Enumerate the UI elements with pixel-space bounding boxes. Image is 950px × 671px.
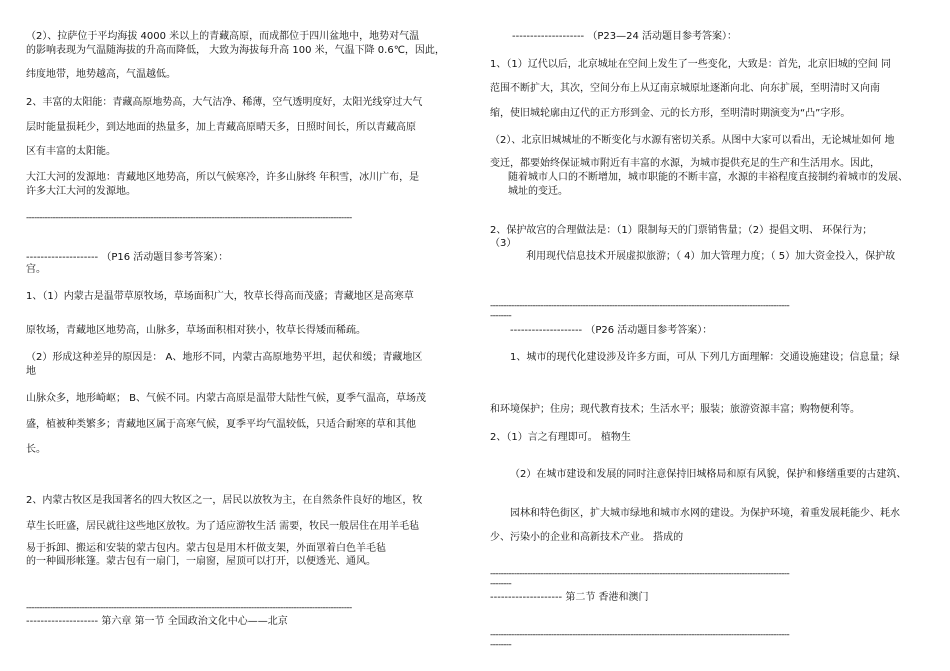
- right-line-1: 1、（1）辽代以后，北京城址在空间上发生了一些变化，大致是：首先，北京旧城的空间 同: [490, 59, 891, 70]
- left-separator-2: ---------------------------------------------------------------------------------------------------------------------------: [26, 603, 352, 613]
- right-line-12: 和环境保护；住房；现代教育技术；生活水平；服装；旅游资源丰富；购物便利等。: [490, 404, 860, 415]
- right-separator-3-tail: --------: [490, 640, 512, 650]
- left-line-16: 长。: [26, 444, 46, 455]
- left-line-1: （2）、拉萨位于平均海拔 4000 米以上的青藏高原，而成都位于四川盆地中，地势对气温: [26, 31, 420, 42]
- right-line-10: 利用现代信息技术开展虚拟旅游；（ 4）加大管理力度；（ 5）加大资金投入，保护故: [526, 251, 896, 262]
- left-line-12: （2）形成这种差异的原因是： A、地形不同，内蒙古高原地势平坦，起伏和缓；青藏地区: [26, 352, 423, 363]
- left-line-6: 区有丰富的太阳能。: [26, 146, 116, 157]
- left-line-20: 的一种圆形帐篷。蒙古包有一扇门，一扇窗，屋顶可以打开，以便透光、通风。: [26, 556, 376, 567]
- right-heading-p23: -------------------- （P23—24 活动题目参考答案）：: [512, 31, 738, 42]
- left-heading-chapter6: -------------------- 第六章 第一节 全国政治文化中心——北京: [26, 616, 288, 627]
- right-separator-2-tail: --------: [490, 579, 512, 589]
- right-line-15: 园林和特色街区，扩大城市绿地和城市水网的建设。为保护环境，着重发展耗能少、耗水: [510, 508, 900, 519]
- left-line-9: 宫。: [26, 264, 46, 275]
- right-line-7: 城址的变迁。: [508, 186, 568, 197]
- left-line-13: 地: [26, 366, 36, 377]
- right-separator-3: -----------------------------------------------------------------------------------------------------------------: [490, 630, 790, 640]
- left-line-10: 1、（1）内蒙古是温带草原牧场，草场面积广大，牧草长得高而茂盛；青藏地区是高寒草: [26, 291, 414, 302]
- right-separator-1: -----------------------------------------------------------------------------------------------------------------: [490, 301, 790, 311]
- right-line-16: 少、污染小的企业和高新技术产业。 搭成的: [490, 532, 684, 543]
- left-line-11: 原牧场，青藏地区地势高，山脉多，草场面积相对狭小，牧草长得矮而稀疏。: [26, 325, 366, 336]
- right-line-8: 2、保护故宫的合理做法是：（1）限制每天的门票销售量；（2）提倡文明、 环保行为；: [490, 225, 873, 236]
- right-line-3: 缩，使旧城轮廓由辽代的正方形到金、元的长方形，至明清时期演变为“凸”字形。: [490, 108, 851, 119]
- right-line-14: （2）在城市建设和发展的同时注意保持旧城格局和原有风貌，保护和修缮重要的古建筑、: [510, 469, 907, 480]
- left-line-4: 2、丰富的太阳能：青藏高原地势高，大气洁净、稀薄，空气透明度好，太阳光线穿过大气: [26, 97, 423, 108]
- left-line-18: 草生长旺盛，居民就往这些地区放牧。为了适应游牧生活 需要，牧民一般居住在用羊毛毡: [26, 521, 420, 532]
- left-line-3: 纬度地带，地势越高，气温越低。: [26, 69, 176, 80]
- right-line-13: 2、（1）言之有理即可。 植物生: [490, 432, 631, 443]
- right-heading-p26: -------------------- （P26 活动题目参考答案）：: [510, 325, 713, 336]
- right-separator-2: -----------------------------------------------------------------------------------------------------------------: [490, 569, 790, 579]
- right-line-4: （2）、北京旧城城址的不断变化与水源有密切关系。从图中大家可以看出，无论城址如何 地: [490, 135, 895, 146]
- left-line-19: 易于拆卸、搬运和安装的蒙古包内。蒙古包是用木杆做支架，外面罩着白色羊毛毡: [26, 543, 386, 554]
- left-heading-p16: -------------------- （P16 活动题目参考答案）：: [26, 252, 229, 263]
- left-line-2: 的影响表现为气温随海拔的升高而降低， 大致为海拔每升高 100 米，气温下降 0.6℃，因此，: [26, 45, 445, 56]
- left-line-17: 2、内蒙古牧区是我国著名的四大牧区之一，居民以放牧为主，在自然条件良好的地区，牧: [26, 495, 423, 506]
- left-line-8: 许多大江大河的发源地。: [26, 186, 136, 197]
- right-line-5: 变迁，都要始终保证城市附近有丰富的水源，为城市提供充足的生产和生活用水。因此，: [490, 158, 880, 169]
- left-line-7: 大江大河的发源地：青藏地区地势高，所以气候寒冷，许多山脉终 年积雪，冰川广布，是: [26, 172, 420, 183]
- left-line-14: 山脉众多，地形崎岖； B、气候不同。内蒙古高原是温带大陆性气候，夏季气温高，草场茂: [26, 393, 427, 404]
- right-line-11: 1、城市的现代化建设涉及许多方面，可从 下列几方面理解：交通设施建设；信息量；绿: [510, 352, 900, 363]
- right-line-6: 随着城市人口的不断增加，城市职能的不断丰富，水源的丰裕程度直接制约着城市的发展、: [508, 172, 908, 183]
- left-separator-1: ---------------------------------------------------------------------------------------------------------------------------: [26, 213, 352, 223]
- right-separator-1-tail: --------: [490, 311, 512, 321]
- left-line-15: 盛，植被种类繁多；青藏地区属于高寒气候，夏季平均气温较低，只适合耐寒的草和其他: [26, 419, 416, 430]
- right-line-9: （3）: [490, 238, 517, 249]
- right-line-2: 范围不断扩大，其次，空间分布上从辽南京城原址逐渐向北、向东扩展，至明清时又向南: [490, 83, 880, 94]
- right-heading-hongkong-macao: -------------------- 第二节 香港和澳门: [490, 592, 649, 603]
- left-line-5: 层时能量损耗少，到达地面的热量多，加上青藏高原晴天多，日照时间长，所以青藏高原: [26, 122, 416, 133]
